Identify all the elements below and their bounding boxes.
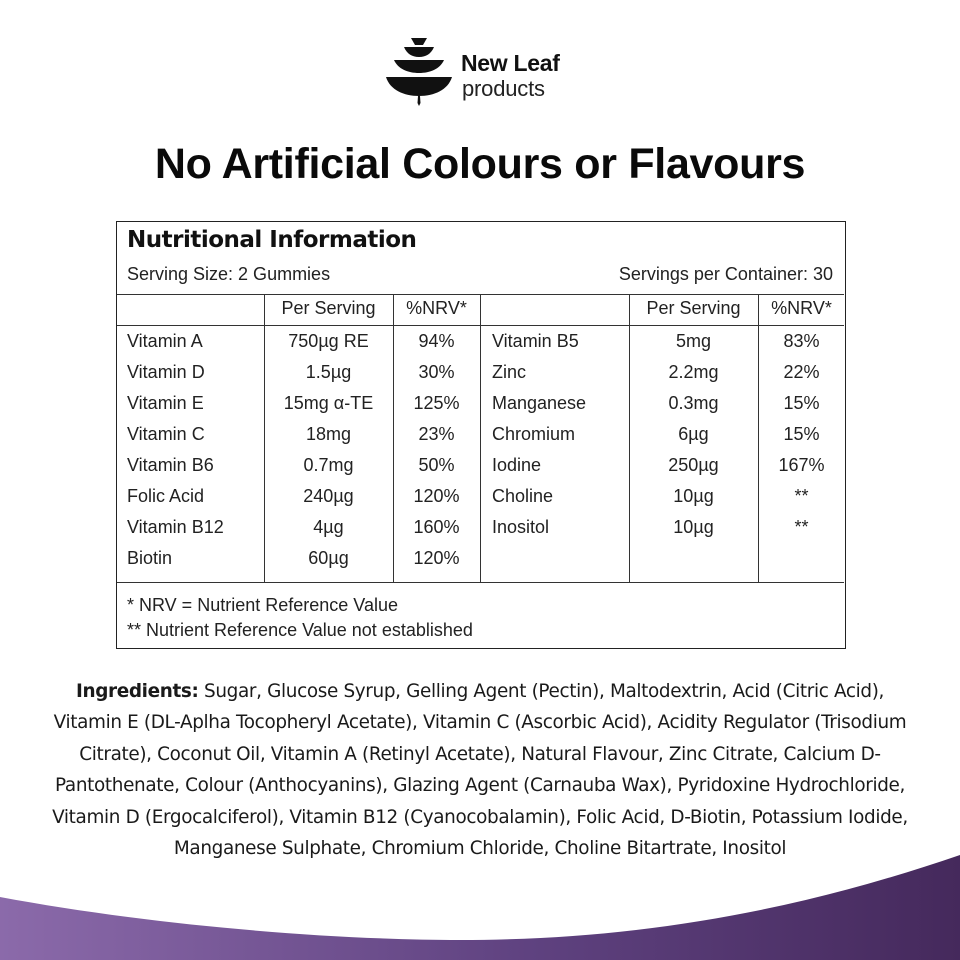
nutrient-nrv: ** [794,486,809,506]
nutrient-amount: 6µg [678,424,709,444]
nutrient-name: Vitamin E [127,393,204,413]
nutrient-amount: 2.2mg [668,362,719,382]
nutrient-amount: 240µg [303,486,354,506]
nutrient-nrv: 23% [418,424,455,444]
nutrient-amount: 0.7mg [303,455,354,475]
nutrient-nrv: 30% [418,362,455,382]
nutrition-table [117,294,844,583]
nutrient-name: Vitamin A [127,331,203,351]
serving-size: Serving Size: 2 Gummies [127,264,331,284]
nutrient-name: Inositol [492,517,550,537]
column-divider [480,295,481,582]
nutrient-nrv: 15% [783,424,820,444]
nutrient-name: Choline [492,486,554,506]
footnote-not-established: ** Nutrient Reference Value not established [127,620,473,640]
nutrient-amount: 250µg [668,455,719,475]
nutrient-name: Zinc [492,362,527,382]
nutrient-nrv: 15% [783,393,820,413]
nutrient-nrv: ** [794,517,809,537]
nutrient-nrv: 160% [413,517,460,537]
nutrient-name: Vitamin B5 [492,331,579,351]
headline: No Artificial Colours or Flavours [154,140,806,188]
nutrient-amount: 5mg [675,331,711,351]
nutrient-nrv: 125% [413,393,460,413]
nutrient-nrv: 120% [413,548,460,568]
header-per-serving-left: Per Serving [281,298,376,318]
nutrient-name: Vitamin C [127,424,205,444]
nutrient-nrv: 120% [413,486,460,506]
ingredients-text: Sugar, Glucose Syrup, Gelling Agent (Pectin), Maltodextrin, Acid (Citric Acid), Vitamin E (DL-Aplha Tocopheryl Acetate), Vitamin C (Ascorbic Acid), Acidity Regulator (Trisodium Citrate), Coconut Oil, Vitamin A (Retinyl Acetate), Natural Flavour, Zinc Citrate, Calcium D-Pantothenate, Colour (Anthocyanins), Glazing Agent (Carnauba Wax), Pyridoxine Hydrochloride, Vitamin D (Ergocalciferol), Vitamin B12 (Cyanocobalamin), Folic Acid, D-Biotin, Potassium Iodide, Manganese Sulphate, Chromium Chloride, Choline Bitartrate, Inositol [52,681,908,860]
header-divider [117,325,844,326]
nutrient-amount: 18mg [305,424,352,444]
header-per-serving-right: Per Serving [646,298,741,318]
brand-logo [386,36,586,106]
nutrition-title: Nutritional Information [127,227,417,253]
nutrition-panel [116,221,846,649]
nutrient-amount: 60µg [308,548,349,568]
ingredients-label: Ingredients: [75,681,199,702]
header-nrv-right: %NRV* [771,298,832,318]
nutrient-nrv: 83% [783,331,820,351]
nutrient-nrv: 50% [418,455,455,475]
nutrient-amount: 750µg RE [288,331,369,351]
brand-name: New Leaf [461,50,560,76]
nutrient-amount: 0.3mg [668,393,719,413]
nutrient-name: Vitamin B12 [127,517,224,537]
ingredients-block [50,676,910,864]
nutrient-name: Manganese [492,393,587,413]
nutrient-nrv: 167% [778,455,825,475]
nutrient-amount: 4µg [313,517,344,537]
nutrient-name: Folic Acid [127,486,205,506]
nutrient-name: Iodine [492,455,542,475]
nutrient-name: Vitamin B6 [127,455,214,475]
header-nrv-left: %NRV* [406,298,467,318]
nutrient-amount: 10µg [673,517,714,537]
nutrient-nrv: 22% [783,362,820,382]
nutrient-amount: 1.5µg [305,362,352,382]
nutrient-name: Vitamin D [127,362,205,382]
nutrient-nrv: 94% [418,331,455,351]
nutrient-amount: 15mg α-TE [283,393,374,413]
leaf-tree-icon [386,36,452,106]
nutrient-name: Chromium [492,424,576,444]
nutrient-amount: 10µg [673,486,714,506]
nutrient-name: Biotin [127,548,173,568]
footnote-nrv: * NRV = Nutrient Reference Value [127,595,398,615]
brand-subtitle: products [462,76,545,101]
servings-per-container: Servings per Container: 30 [618,264,833,284]
decorative-wave [0,840,960,960]
